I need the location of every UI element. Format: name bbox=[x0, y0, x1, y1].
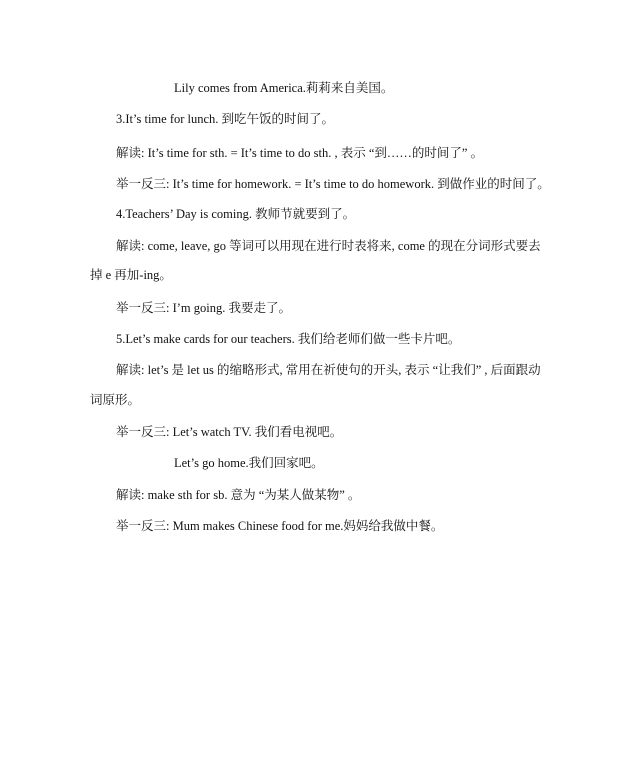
explanation-4: 解读: come, leave, go 等词可以用现在进行时表将来, come 的现在分词形式要去 bbox=[116, 239, 541, 253]
sentence-4-heading: 4.Teachers’ Day is coming. 教师节就要到了。 bbox=[116, 207, 356, 221]
practice-3: 举一反三: It’s time for homework. = It’s time to do homework. 到做作业的时间了。 bbox=[116, 177, 550, 191]
explanation-4-continued: 掉 e 再加-ing。 bbox=[90, 268, 172, 282]
example-sentence-lily: Lily comes from America.莉莉来自美国。 bbox=[174, 81, 394, 95]
explanation-5-continued: 词原形。 bbox=[90, 393, 141, 407]
sentence-3-heading: 3.It’s time for lunch. 到吃午饭的时间了。 bbox=[116, 112, 335, 126]
sentence-5-heading: 5.Let’s make cards for our teachers. 我们给老师们做一些卡片吧。 bbox=[116, 332, 461, 346]
practice-make: 举一反三: Mum makes Chinese food for me.妈妈给我做中餐。 bbox=[116, 519, 444, 533]
practice-5-second-example: Let’s go home.我们回家吧。 bbox=[174, 456, 324, 470]
explanation-3: 解读: It’s time for sth. = It’s time to do sth. , 表示 “到……的时间了” 。 bbox=[116, 146, 484, 160]
explanation-5: 解读: let’s 是 let us 的缩略形式, 常用在祈使句的开头, 表示 “让我们” , 后面跟动 bbox=[116, 363, 541, 377]
practice-4: 举一反三: I’m going. 我要走了。 bbox=[116, 301, 291, 315]
practice-5: 举一反三: Let’s watch TV. 我们看电视吧。 bbox=[116, 425, 343, 439]
explanation-make: 解读: make sth for sb. 意为 “为某人做某物” 。 bbox=[116, 488, 361, 502]
